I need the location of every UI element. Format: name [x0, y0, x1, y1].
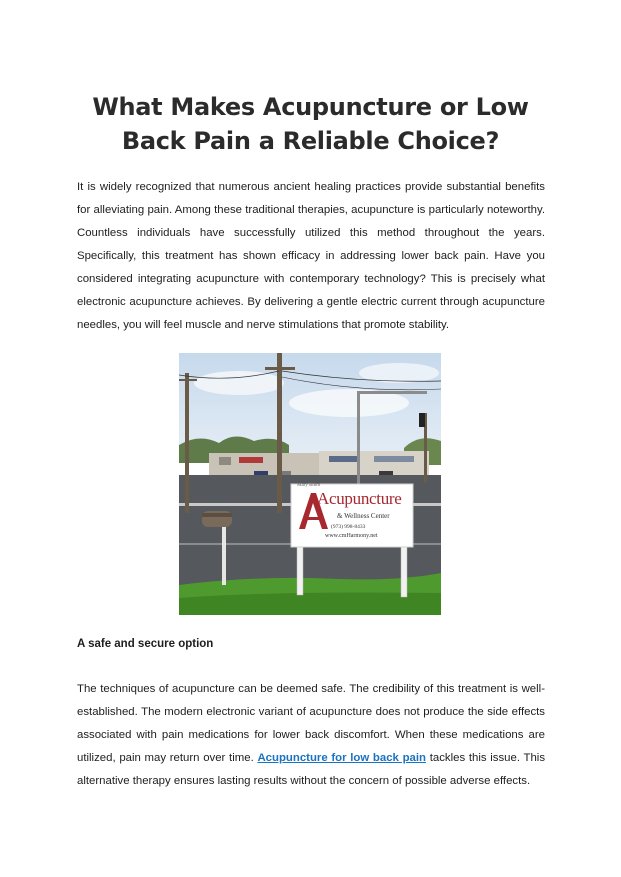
- sign-top-text: Mary Bhim: [297, 483, 321, 488]
- page-title: What Makes Acupuncture or Low Back Pain a Reliable Choice?: [92, 93, 529, 155]
- intro-paragraph: It is widely recognized that numerous ancient healing practices provide substantial benefits for alleviating pain. Among these traditional therapies, acupuncture is particularly noteworthy. Countless individuals have successfully utilized this method throughout the years. Specifically, this treatment has shown efficacy in addressing lower back pain. Have you considered integrating acupuncture with contemporary technology? This is precisely what electronic acupuncture achieves. By delivering a gentle electric current through acupuncture needles, you will feel muscle and nerve stimulations that promote stability.: [77, 181, 545, 331]
- acupuncture-low-back-pain-link[interactable]: Acupuncture for low back pain: [257, 752, 426, 764]
- section-text-before-link: The techniques of acupuncture can be deemed safe. The credibility of this treatment is well-established. The modern electronic variant of acupuncture does not produce the side effects associated with pain medications for lower back discomfort. When these medications are utilized, pain may return over time.: [77, 683, 545, 764]
- acupuncture-sign-photo: [179, 353, 441, 615]
- section-text-after-link: tackles this issue. This alternative therapy ensures lasting results without the concern of possible adverse effects.: [77, 752, 546, 787]
- section-paragraph: [77, 678, 545, 793]
- sign-website-text: www.cmHarmony.net: [325, 533, 378, 539]
- sign-phone-text: (973) 998-8433: [331, 524, 366, 530]
- sign-subtitle-text: & Wellness Center: [337, 512, 390, 520]
- section-heading: A safe and secure option: [77, 638, 214, 650]
- sign-title-text: Acupuncture: [317, 489, 402, 508]
